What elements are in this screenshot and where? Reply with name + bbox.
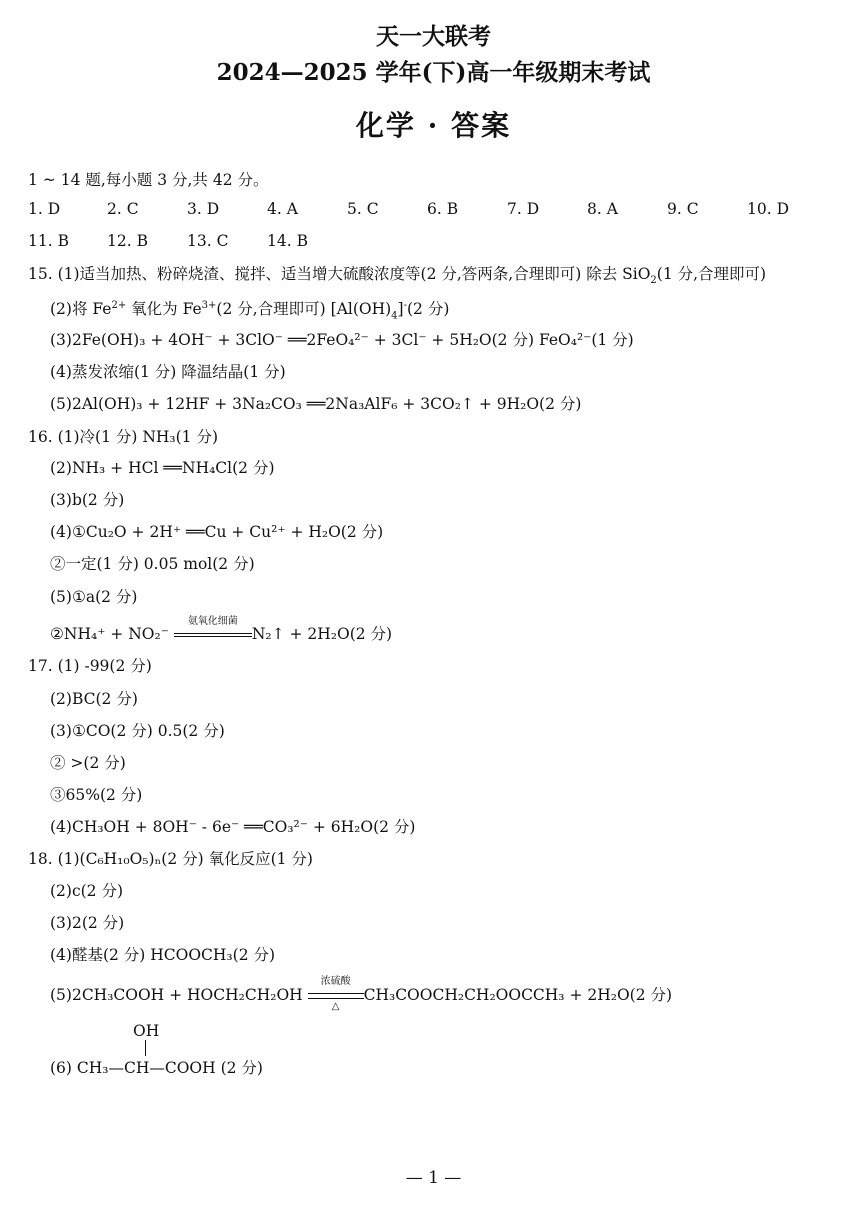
q17-part3: (3)①CO(2 分) 0.5(2 分)	[50, 722, 225, 740]
q16-part5b: ②NH₄⁺ + NO₂⁻ 氨氧化细菌 N₂↑ + 2H₂O(2 分)	[50, 624, 392, 644]
subject-title: 化学 · 答案	[355, 109, 512, 142]
q16-part2: (2)NH₃ + HCl ══NH₄Cl(2 分)	[50, 459, 275, 477]
q18-part4: (4)醛基(2 分) HCOOCH₃(2 分)	[50, 946, 276, 964]
structure-oh: OH	[133, 1022, 160, 1040]
choice-answer: 10. D	[747, 200, 790, 218]
q17-part3b: ② >(2 分)	[50, 754, 126, 772]
exam-title: 2024—2025 学年(下)高一年级期末考试	[216, 59, 651, 86]
reaction-condition: 氨氧化细菌	[187, 616, 238, 627]
choice-answer: 3. D	[187, 200, 220, 218]
q15-part2: (2)将 $Fe^{2+}$ 氧化为 $Fe^{3+}(2$ 分,合理即可) $[Al(OH)_4]^-(2$ 分)	[50, 300, 450, 322]
q18-part6: (6) CH₃—CH—COOH (2 分)	[50, 1059, 263, 1077]
q16-part1: 16. (1)冷(1 分) NH₃(1 分)	[28, 428, 219, 446]
choice-answer: 1. D	[28, 200, 61, 218]
q16-part4b: ②一定(1 分) 0.05 mol(2 分)	[50, 555, 255, 573]
q18-part2: (2)c(2 分)	[50, 882, 124, 900]
q16-part5: (5)①a(2 分)	[50, 588, 138, 606]
q15-part4: (4)蒸发浓缩(1 分) 降温结晶(1 分)	[50, 363, 286, 381]
reaction-condition-top: 浓硫酸	[320, 976, 351, 987]
q16-part4: (4)①Cu₂O + 2H⁺ ══Cu + Cu²⁺ + H₂O(2 分)	[50, 523, 384, 541]
choice-answer: 12. B	[107, 232, 148, 250]
q16-part3: (3)b(2 分)	[50, 491, 125, 509]
q17-part4: (4)CH₃OH + 8OH⁻ - 6e⁻ ══CO₃²⁻ + 6H₂O(2 分)	[50, 818, 416, 836]
page-number: — 1 —	[405, 1168, 462, 1188]
structure-bond	[145, 1040, 146, 1056]
choice-answer: 5. C	[347, 200, 379, 218]
q18-part3: (3)2(2 分)	[50, 914, 125, 932]
q17-part2: (2)BC(2 分)	[50, 690, 138, 708]
q15-part3: (3)2Fe(OH)₃ + 4OH⁻ + 3ClO⁻ ══2FeO₄²⁻ + 3Cl⁻ + 5H₂O(2 分) FeO₄²⁻(1 分)	[50, 331, 634, 349]
q17-part3c: ③65%(2 分)	[50, 786, 143, 804]
choice-intro: 1 ~ 14 题,每小题 3 分,共 42 分。	[28, 171, 269, 189]
choice-answer: 13. C	[187, 232, 229, 250]
choice-answer: 11. B	[28, 232, 69, 250]
q17-part1: 17. (1) -99(2 分)	[28, 657, 152, 675]
choice-answer: 4. A	[267, 200, 298, 218]
exam-org-title: 天一大联考	[376, 23, 491, 50]
choice-answer: 2. C	[107, 200, 139, 218]
q18-part1: 18. (1)(C₆H₁₀O₅)ₙ(2 分) 氧化反应(1 分)	[28, 850, 313, 868]
q15-part5: (5)2Al(OH)₃ + 12HF + 3Na₂CO₃ ══2Na₃AlF₆ + 3CO₂↑ + 9H₂O(2 分)	[50, 395, 582, 413]
choice-answer: 9. C	[667, 200, 699, 218]
choice-answer: 6. B	[427, 200, 459, 218]
choice-answer: 14. B	[267, 232, 308, 250]
q15-part1: 15. (1)适当加热、粉碎烧渣、搅拌、适当增大硫酸浓度等(2 分,答两条,合理即可) 除去 SiO$_2$(1 分,合理即可)	[28, 265, 767, 287]
q18-part5: (5)2CH₃COOH + HOCH₂CH₂OH 浓硫酸 △ CH₃COOCH₂CH₂OOCCH₃ + 2H₂O(2 分)	[50, 985, 672, 1005]
choice-answer: 8. A	[587, 200, 618, 218]
reaction-condition-bottom: △	[331, 1001, 340, 1012]
choice-answer: 7. D	[507, 200, 540, 218]
